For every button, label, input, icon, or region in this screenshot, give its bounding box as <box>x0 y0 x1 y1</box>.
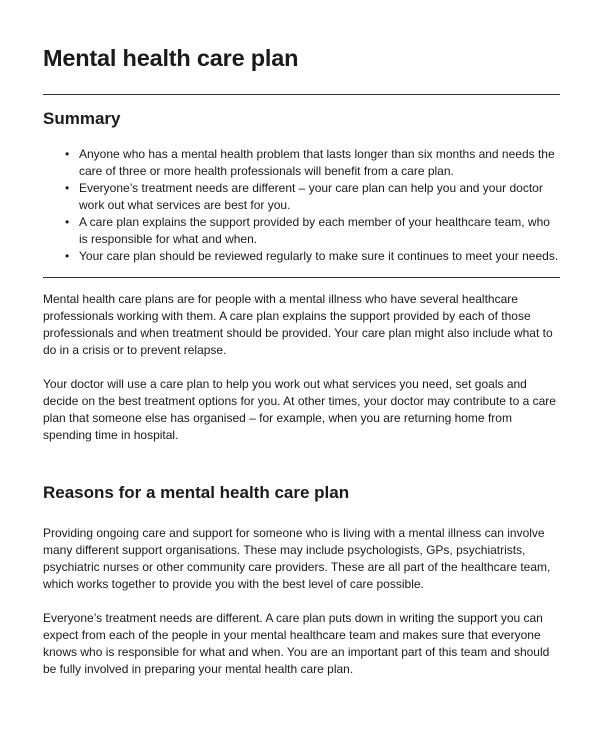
page-title: Mental health care plan <box>43 45 299 71</box>
intro-paragraph-1: Mental health care plans are for people with a mental illness who have several healthcare professionals working with them. A care plan explains the support provided by each of those professionals and when treatment should be provided. Your care plan might also include what to do in a crisis or to prevent relapse. <box>43 292 553 357</box>
summary-item-text: Everyone’s treatment needs are different – your care plan can help you and your doctor work out what services are best for you. <box>79 181 543 212</box>
reasons-heading: Reasons for a mental health care plan <box>43 483 350 502</box>
intro-paragraph-2: Your doctor will use a care plan to help you work out what services you need, set goals and decide on the best treatment options for you. At other times, your doctor may contribute to a care plan that someone else has organised – for example, when you are returning home from spending time in hospital. <box>43 377 556 442</box>
summary-list-item <box>60 248 560 265</box>
bullet-icon: • <box>65 147 70 161</box>
bullet-icon: • <box>65 215 70 229</box>
reasons-paragraph-1: Providing ongoing care and support for someone who is living with a mental illness can involve many different support organisations. These may include psychologists, GPs, psychiatrists, psychiatric nurses or other community care providers. These are all part of the healthcare team, which works together to provide you with the best level of care possible. <box>43 526 551 591</box>
title-divider <box>43 94 560 95</box>
summary-item-text: Your care plan should be reviewed regularly to make sure it continues to meet your needs. <box>79 249 559 263</box>
summary-list-item <box>60 180 560 214</box>
summary-list-item <box>60 214 560 248</box>
bullet-icon: • <box>65 181 70 195</box>
bullet-icon: • <box>65 249 70 263</box>
summary-item-text: A care plan explains the support provided by each member of your healthcare team, who is responsible for what and when. <box>79 215 550 246</box>
summary-item-text: Anyone who has a mental health problem that lasts longer than six months and needs the care of three or more health professionals will benefit from a care plan. <box>79 147 555 178</box>
summary-heading: Summary <box>43 109 121 128</box>
reasons-paragraph-2: Everyone’s treatment needs are different. A care plan puts down in writing the support you can expect from each of the people in your mental healthcare team and makes sure that everyone knows who is responsible for what and when. You are an important part of this team and should be fully involved in preparing your mental health care plan. <box>43 611 550 676</box>
summary-list <box>60 146 560 265</box>
summary-divider <box>43 277 560 278</box>
summary-list-item <box>60 146 560 180</box>
